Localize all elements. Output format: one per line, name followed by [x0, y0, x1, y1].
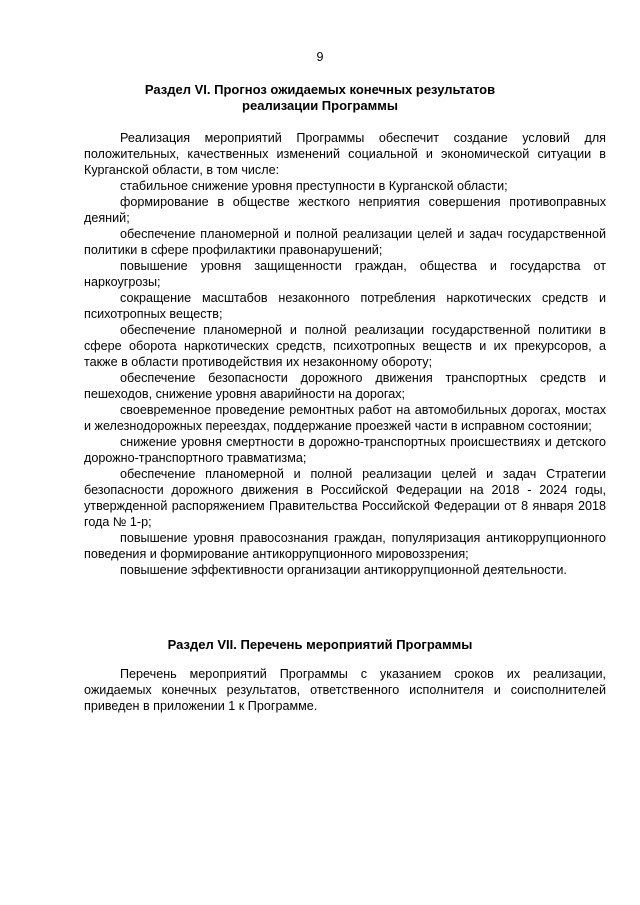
result-item: снижение уровня смертности в дорожно-транспортных происшествиях и детского дорожно-транспортного травматизма;	[84, 435, 606, 465]
section-7-title: Раздел VII. Перечень мероприятий Программы	[167, 637, 473, 652]
result-item: стабильное снижение уровня преступности в Курганской области;	[120, 179, 508, 193]
section-6-title	[60, 82, 580, 114]
result-item: формирование в обществе жесткого неприятия совершения противоправных деяний;	[84, 195, 606, 225]
result-item: повышение уровня правосознания граждан, популяризация антикоррупционного поведения и формирование антикоррупционного мировоззрения;	[84, 531, 606, 561]
section-7-text: Перечень мероприятий Программы с указанием сроков их реализации, ожидаемых конечных результатов, ответственного исполнителя и соисполнителей приведен в приложении 1 к Программе.	[84, 667, 606, 713]
result-item: обеспечение планомерной и полной реализации государственной политики в сфере оборота наркотических средств, психотропных веществ и их прекурсоров, а также в области противодействия их незаконному обороту;	[84, 323, 606, 369]
page-number: 9	[316, 50, 324, 64]
section-6-title-line-1: Раздел VI. Прогноз ожидаемых конечных результатов	[144, 82, 496, 97]
section-7-body	[84, 666, 606, 714]
result-item: обеспечение планомерной и полной реализации целей и задач государственной политики в сфере профилактики правонарушений;	[84, 227, 606, 257]
section-6-intro: Реализация мероприятий Программы обеспечит создание условий для положительных, качественных изменений социальной и экономической ситуации в Курганской области, в том числе:	[84, 131, 606, 177]
result-item: обеспечение планомерной и полной реализации целей и задач Стратегии безопасности дорожного движения в Российской Федерации на 2018 - 2024 годы, утвержденной распоряжением Правительства Российской Федерации от 8 января 2018 года № 1-р;	[84, 467, 606, 529]
section-6-title-line-2: реализации Программы	[242, 98, 398, 113]
result-item: повышение эффективности организации антикоррупционной деятельности.	[120, 563, 567, 577]
result-item: своевременное проведение ремонтных работ на автомобильных дорогах, мостах и железнодорожных переездах, поддержание проезжей части в исправном состоянии;	[84, 403, 606, 433]
result-item: повышение уровня защищенности граждан, общества и государства от наркоугрозы;	[84, 259, 606, 289]
result-item: сокращение масштабов незаконного потребления наркотических средств и психотропных веществ;	[84, 291, 606, 321]
section-6-body	[84, 130, 606, 578]
result-item: обеспечение безопасности дорожного движения транспортных средств и пешеходов, снижение уровня аварийности на дорогах;	[84, 371, 606, 401]
